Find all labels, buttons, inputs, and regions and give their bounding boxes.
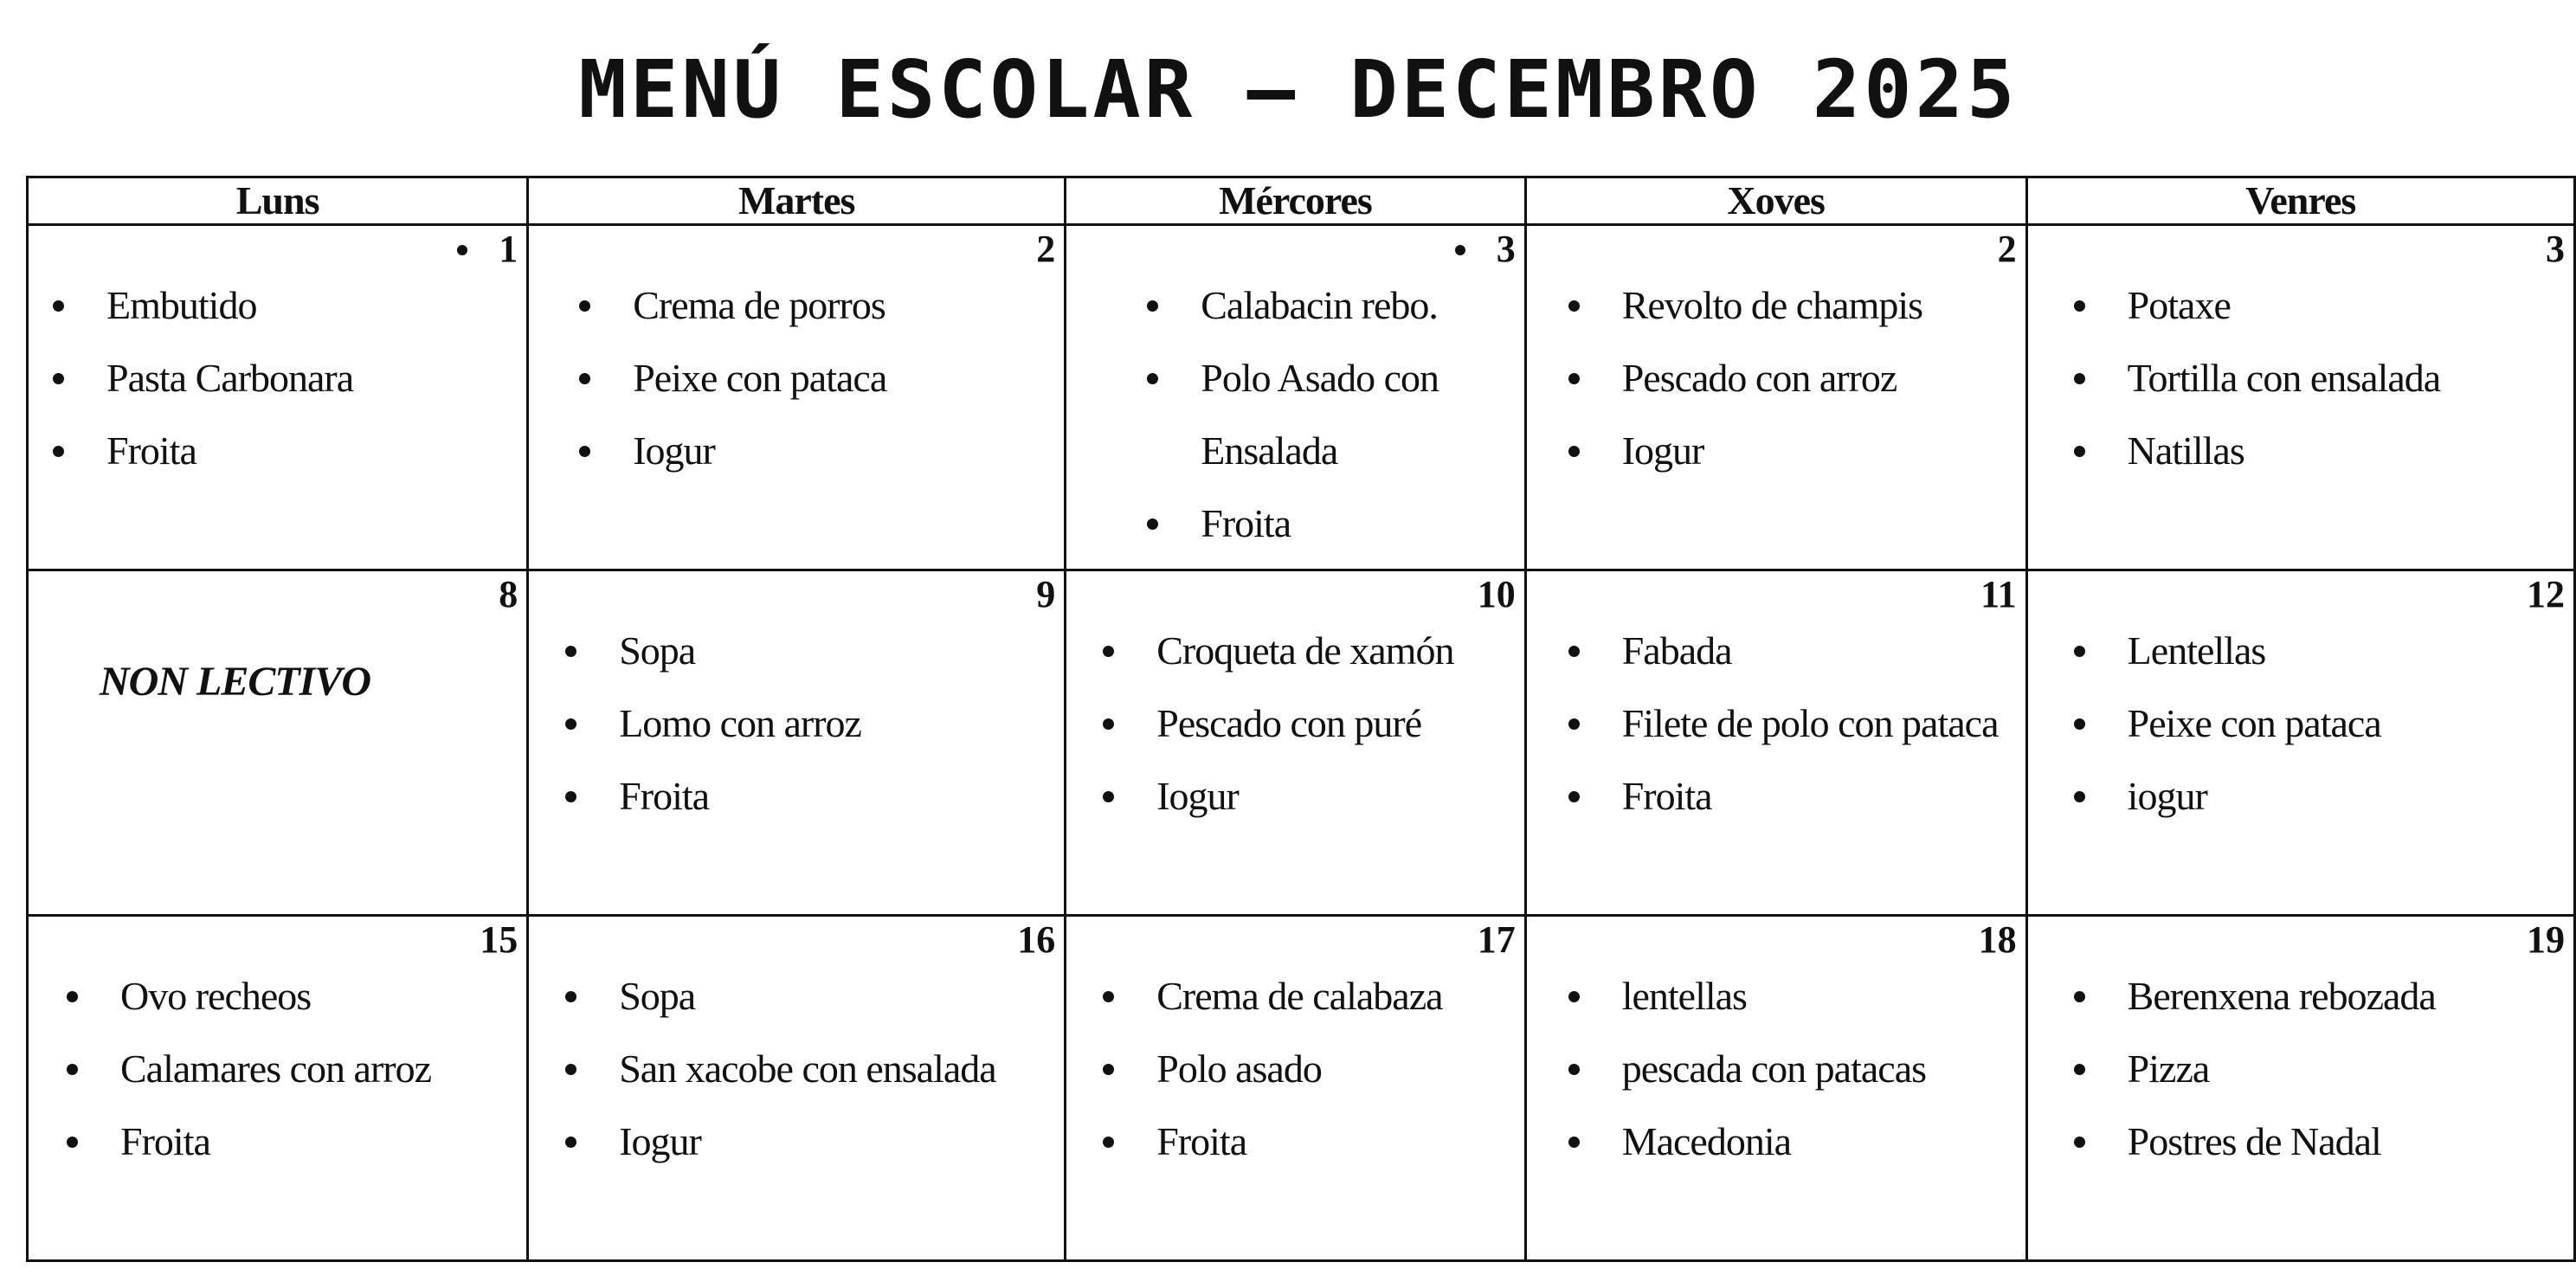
day-cell [28,570,528,916]
meal-item: Peixe con pataca [2128,687,2573,760]
meal-item: Pizza [2128,1033,2573,1105]
meal-item: San xacobe con ensalada [619,1033,1064,1105]
bullet-icon [53,373,64,384]
bullet-icon [2074,300,2085,312]
week-row [28,225,2575,570]
meal-item: Tortilla con ensalada [2128,342,2573,415]
meal-item: Iogur [619,1105,1064,1178]
day-number: 18 [1978,918,2017,961]
meal-list [2028,960,2573,1178]
day-number: 16 [1017,918,1056,961]
meal-item: Froita [106,415,526,487]
meal-item: Embutido [106,269,526,342]
bullet-icon [1103,1137,1114,1148]
bullet-icon [2074,646,2085,657]
meal-item: Froita [619,760,1064,833]
bullet-icon [1455,245,1465,255]
meal-item: Fabada [1622,615,2025,687]
bullet-icon [1147,373,1158,384]
bullet-icon [2074,791,2085,802]
meal-item: Froita [120,1105,526,1178]
bullet-icon [1568,1064,1580,1075]
day-cell [1066,916,1525,1261]
weekday-header: Venres [2026,177,2574,225]
meal-item: Potaxe [2128,269,2573,342]
weekday-header-row [28,177,2575,225]
bullet-icon [1103,718,1114,730]
bullet-icon [1568,791,1580,802]
meal-list [529,615,1064,833]
day-cell [528,916,1066,1261]
meal-list [1066,615,1523,833]
meal-item: Peixe con pataca [633,342,1064,415]
day-cell [528,570,1066,916]
meal-list [2028,269,2573,487]
day-cell [28,916,528,1261]
bullet-icon [565,1137,576,1148]
weekday-header: Xoves [1525,177,2026,225]
meal-item: Sopa [619,960,1064,1033]
meal-list [1527,615,2025,833]
day-number: 3 [1455,228,1516,271]
bullet-icon [1568,718,1580,730]
day-number: 10 [1477,573,1516,615]
bullet-icon [565,718,576,730]
bullet-icon [2074,1137,2085,1148]
meal-item: Natillas [2128,415,2573,487]
bullet-icon [565,1064,576,1075]
day-number: 15 [480,918,518,961]
day-number: 12 [2527,573,2565,615]
bullet-icon [1103,1064,1114,1075]
day-cell [2026,570,2574,916]
meal-item: Croqueta de xamón [1156,615,1523,687]
week-row [28,916,2575,1261]
meal-item: Lentellas [2128,615,2573,687]
meal-item: Pasta Carbonara [106,342,526,415]
weekday-header: Mércores [1066,177,1525,225]
bullet-icon [565,791,576,802]
meal-list [1066,960,1523,1178]
bullet-icon [1568,300,1580,312]
meal-item: Polo Asado con Ensalada [1201,342,1523,487]
day-number: 2 [1036,228,1056,270]
day-number: 9 [1036,573,1056,615]
bullet-icon [457,245,467,255]
meal-item: Revolto de champis [1622,269,2025,342]
meal-item: Berenxena rebozada [2128,960,2573,1033]
meal-item: Filete de polo con pataca [1622,687,2025,760]
meal-item: Polo asado [1156,1033,1523,1105]
bullet-icon [579,300,590,312]
week-row [28,570,2575,916]
weekday-header: Martes [528,177,1066,225]
day-cell [1066,570,1525,916]
meal-item: Postres de Nadal [2128,1105,2573,1178]
day-number: 17 [1477,918,1516,961]
day-number: 19 [2527,918,2565,961]
bullet-icon [53,446,64,457]
meal-item: Sopa [619,615,1064,687]
bullet-icon [2074,1064,2085,1075]
weekday-header: Luns [28,177,528,225]
day-number: 1 [457,228,518,271]
bullet-icon [1103,646,1114,657]
day-cell [1525,570,2026,916]
meal-item: Iogur [633,415,1064,487]
non-lectivo-note: NON LECTIVO [100,659,371,705]
menu-calendar-table [26,176,2576,1262]
bullet-icon [67,991,78,1002]
bullet-icon [1103,991,1114,1002]
meal-item: lentellas [1622,960,2025,1033]
meal-list [529,269,1064,487]
day-cell [28,225,528,570]
meal-item: Iogur [1622,415,2025,487]
meal-item: Calamares con arroz [120,1033,526,1105]
meal-item: Ovo recheos [120,960,526,1033]
bullet-icon [2074,373,2085,384]
bullet-icon [1103,791,1114,802]
meal-item: Crema de porros [633,269,1064,342]
bullet-icon [2074,446,2085,457]
bullet-icon [565,646,576,657]
day-cell [528,225,1066,570]
meal-item: Froita [1201,487,1523,560]
meal-list [29,269,526,487]
meal-item: Froita [1622,760,2025,833]
bullet-icon [2074,991,2085,1002]
bullet-icon [1568,446,1580,457]
bullet-icon [565,991,576,1002]
bullet-icon [1147,300,1158,312]
meal-item: Iogur [1156,760,1523,833]
bullet-icon [579,446,590,457]
page-title: MENÚ ESCOLAR – DECEMBRO 2025 [578,43,2019,136]
bullet-icon [1568,991,1580,1002]
meal-item: Pescado con puré [1156,687,1523,760]
meal-item: Pescado con arroz [1622,342,2025,415]
bullet-icon [1147,518,1158,530]
meal-item: Froita [1156,1105,1523,1178]
bullet-icon [67,1064,78,1075]
day-cell [2026,225,2574,570]
day-cell [1525,916,2026,1261]
meal-list [1527,960,2025,1178]
meal-list [529,960,1064,1178]
day-number: 8 [499,573,518,615]
bullet-icon [579,373,590,384]
day-number: 2 [1997,228,2017,270]
meal-item: Macedonia [1622,1105,2025,1178]
meal-item: Crema de calabaza [1156,960,1523,1033]
bullet-icon [53,300,64,312]
bullet-icon [1568,646,1580,657]
meal-list [1527,269,2025,487]
meal-list [1066,269,1523,560]
meal-item: pescada con patacas [1622,1033,2025,1105]
day-cell [1525,225,2026,570]
day-cell [1066,225,1525,570]
bullet-icon [1568,373,1580,384]
bullet-icon [67,1137,78,1148]
meal-list [29,960,526,1178]
meal-list [2028,615,2573,833]
bullet-icon [2074,718,2085,730]
day-number: 3 [2546,228,2565,270]
meal-item: Calabacin rebo. [1201,269,1523,342]
bullet-icon [1568,1137,1580,1148]
day-number: 11 [1980,573,2017,615]
day-cell [2026,916,2574,1261]
meal-item: iogur [2128,760,2573,833]
meal-item: Lomo con arroz [619,687,1064,760]
